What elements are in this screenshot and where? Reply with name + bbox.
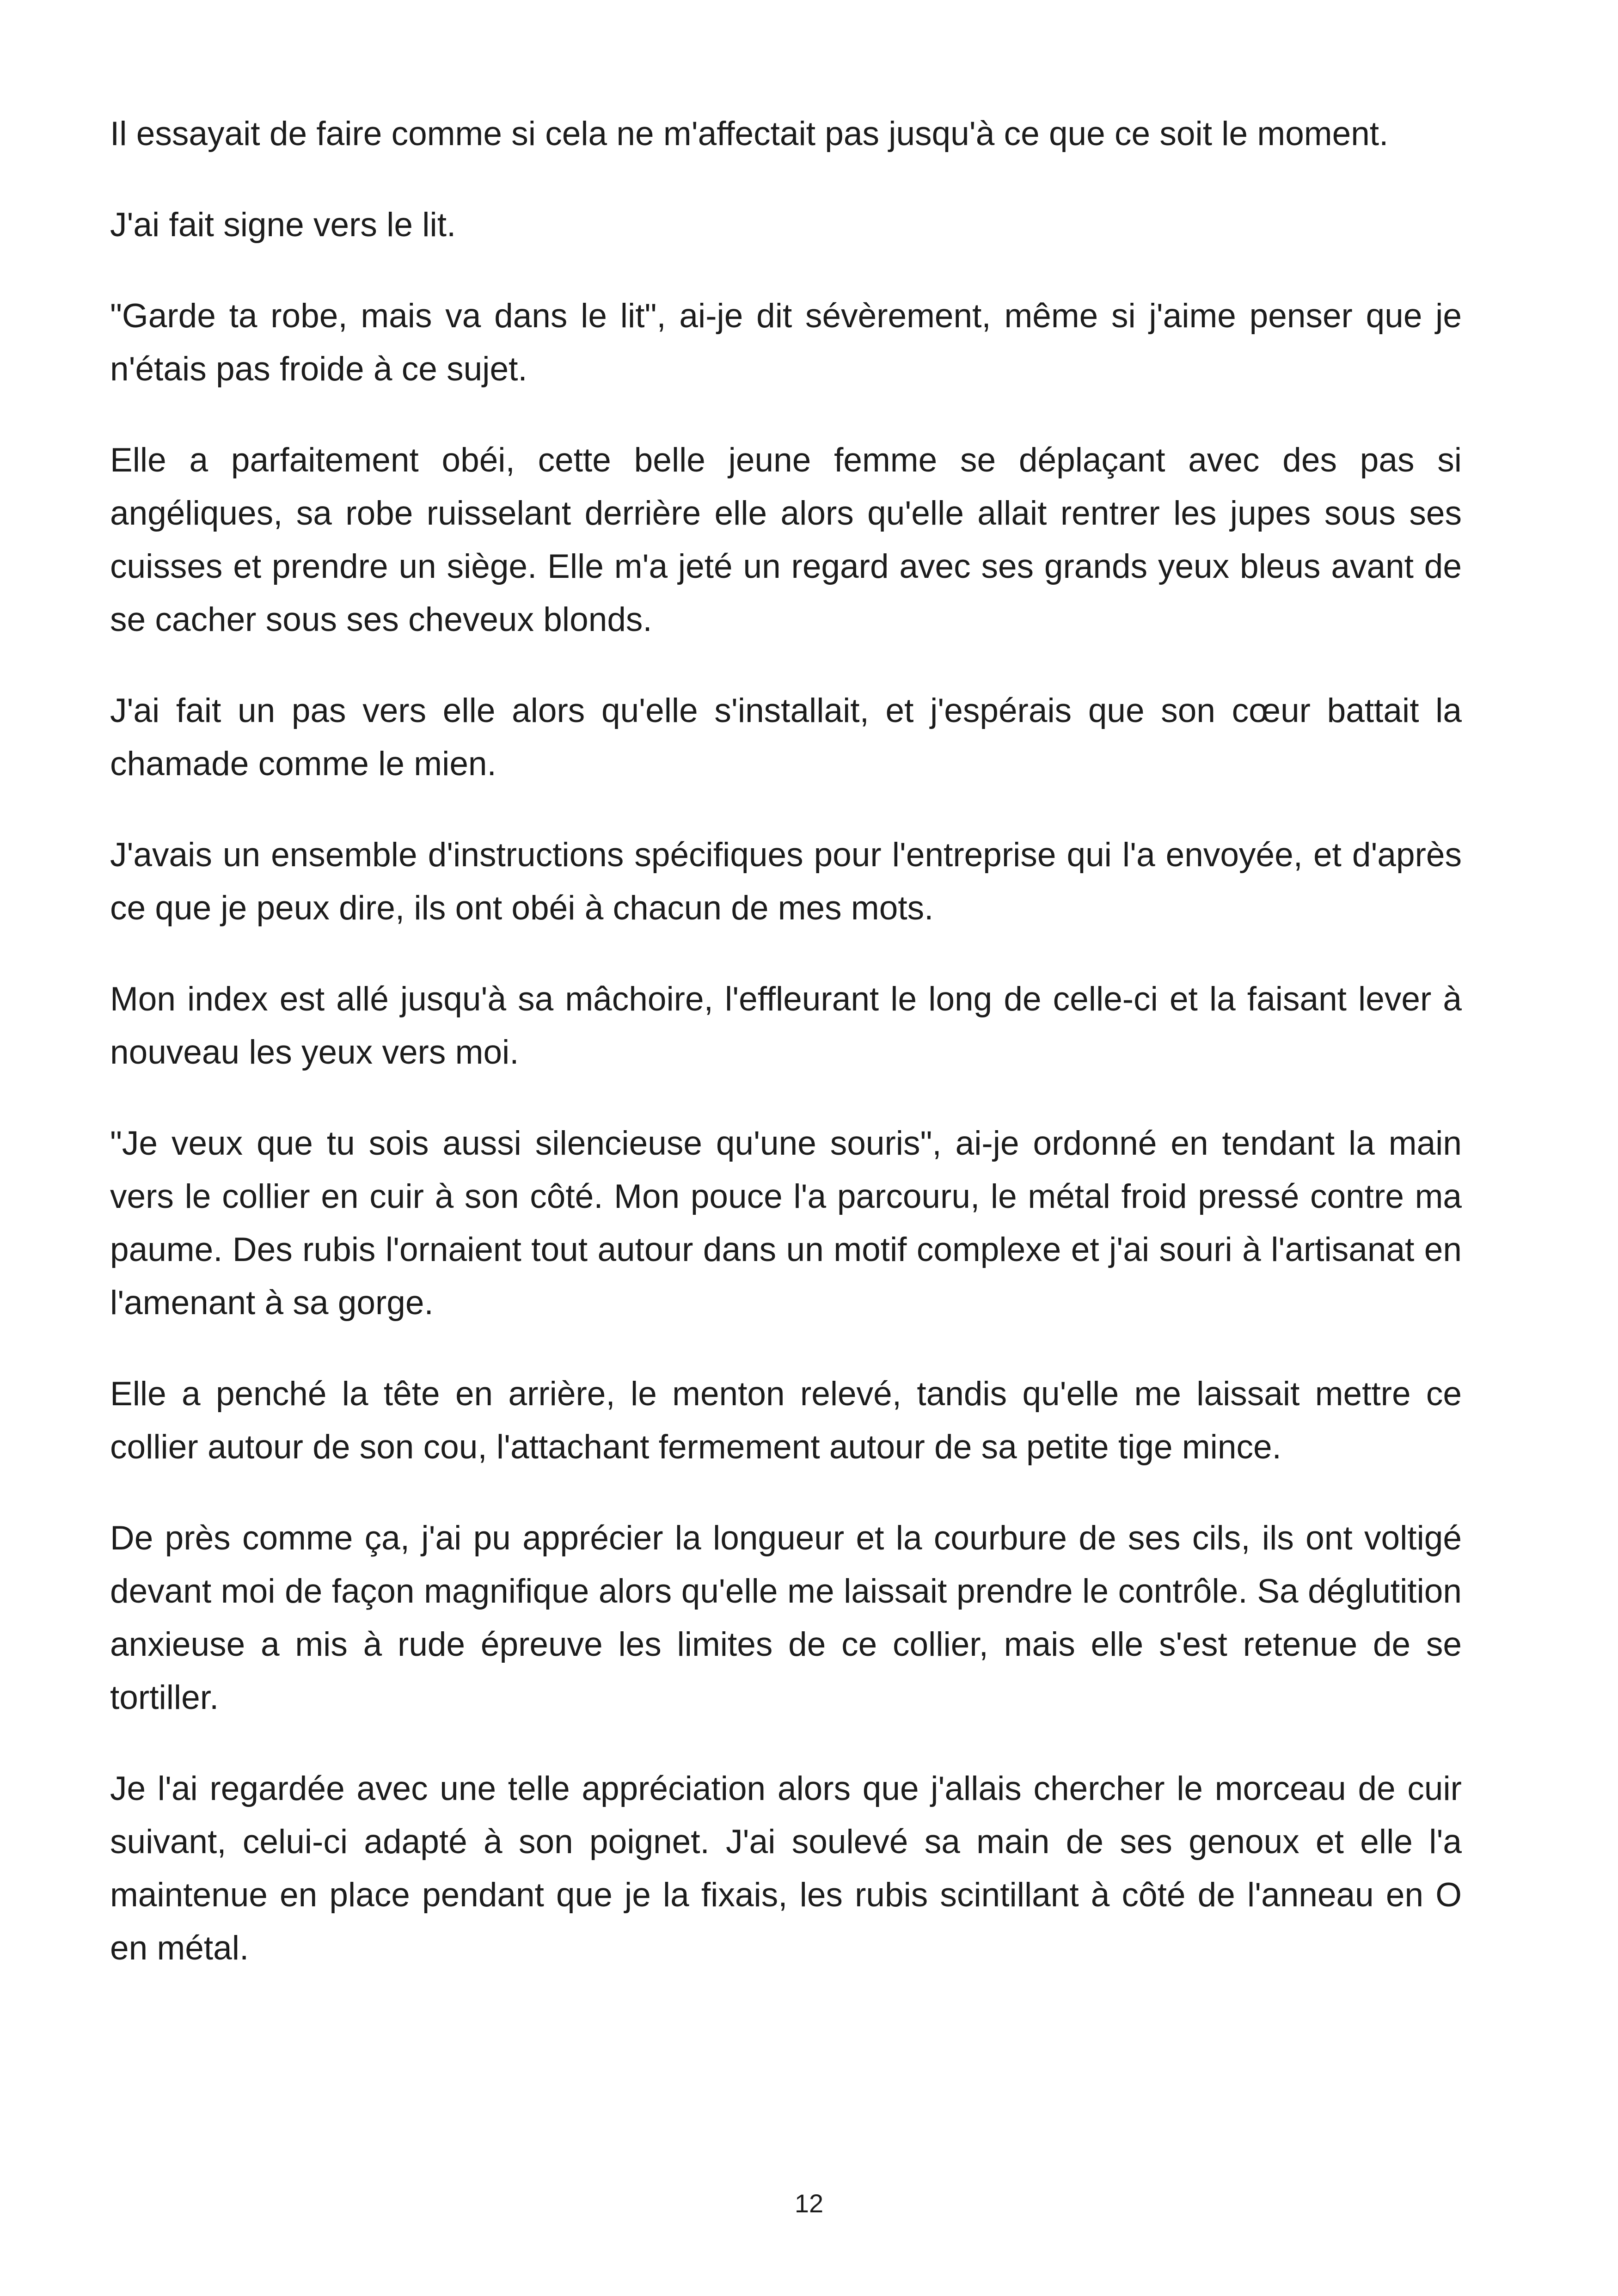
paragraph: Elle a penché la tête en arrière, le menton relevé, tandis qu'elle me laissait mettre ce collier autour de son cou, l'attachant fermement autour de sa petite tige mince. [110,1375,1462,1466]
paragraph: "Garde ta robe, mais va dans le lit", ai-je dit sévèrement, même si j'aime penser que je n'étais pas froide à ce sujet. [110,297,1462,388]
paragraph: "Je veux que tu sois aussi silencieuse qu'une souris", ai-je ordonné en tendant la main vers le collier en cuir à son côté. Mon pouce l'a parcouru, le métal froid pressé contre ma paume. Des rubis l'ornaient tout autour dans un motif complexe et j'ai souri à l'artisanat en l'amenant à sa gorge. [110,1125,1462,1322]
body-text [110,107,1462,2013]
paragraph: J'avais un ensemble d'instructions spécifiques pour l'entreprise qui l'a envoyée, et d'après ce que je peux dire, ils ont obéi à chacun de mes mots. [110,836,1462,927]
paragraph: J'ai fait un pas vers elle alors qu'elle s'installait, et j'espérais que son cœur battait la chamade comme le mien. [110,692,1462,783]
page-number: 12 [794,2189,824,2218]
paragraph: De près comme ça, j'ai pu apprécier la longueur et la courbure de ses cils, ils ont voltigé devant moi de façon magnifique alors qu'elle me laissait prendre le contrôle. Sa déglutition anxieuse a mis à rude épreuve les limites de ce collier, mais elle s'est retenue de se tortiller. [110,1519,1462,1716]
paragraph: Il essayait de faire comme si cela ne m'affectait pas jusqu'à ce que ce soit le moment. [110,115,1389,153]
paragraph: Elle a parfaitement obéi, cette belle jeune femme se déplaçant avec des pas si angéliques, sa robe ruisselant derrière elle alors qu'elle allait rentrer les jupes sous ses cuisses et prendre un siège. Elle m'a jeté un regard avec ses grands yeux bleus avant de se cacher sous ses cheveux blonds. [110,441,1462,638]
paragraph: Je l'ai regardée avec une telle appréciation alors que j'allais chercher le morceau de cuir suivant, celui-ci adapté à son poignet. J'ai soulevé sa main de ses genoux et elle l'a maintenue en place pendant que je la fixais, les rubis scintillant à côté de l'anneau en O en métal. [110,1770,1462,1967]
paragraph: Mon index est allé jusqu'à sa mâchoire, l'effleurant le long de celle-ci et la faisant lever à nouveau les yeux vers moi. [110,980,1462,1071]
paragraph: J'ai fait signe vers le lit. [110,206,456,244]
